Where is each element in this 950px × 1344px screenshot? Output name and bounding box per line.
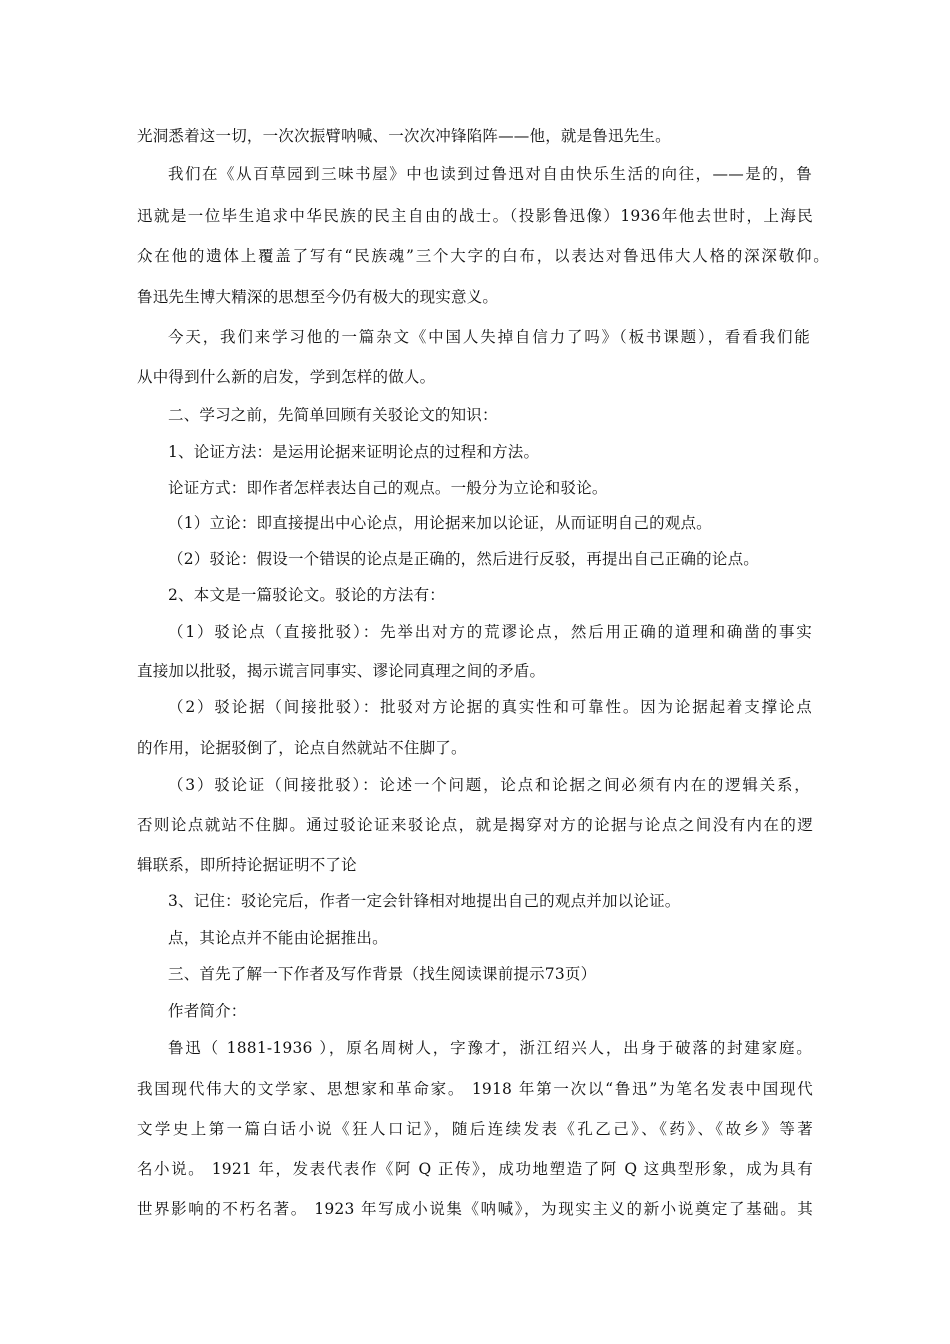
text-line: （2）驳论：假设一个错误的论点是正确的，然后进行反驳，再提出自己正确的论点。 bbox=[168, 550, 759, 568]
text-line: 否则论点就站不住脚。通过驳论证来驳论点，就是揭穿对方的论据与论点之间没有内在的逻 bbox=[137, 816, 813, 834]
section-heading: 二、学习之前，先简单回顾有关驳论文的知识： bbox=[168, 406, 498, 424]
text-line: 1、论证方法：是运用论据来证明论点的过程和方法。 bbox=[168, 443, 540, 461]
text-line: 从中得到什么新的启发，学到怎样的做人。 bbox=[137, 368, 436, 386]
text-line: （3）驳论证（间接批驳）：论述一个问题，论点和论据之间必须有内在的逻辑关系， bbox=[168, 776, 810, 794]
text-line: 直接加以批驳，揭示谎言同事实、谬论同真理之间的矛盾。 bbox=[137, 662, 546, 680]
text-line: 世界影响的不朽名著。 1923 年写成小说集《呐喊》，为现实主义的新小说奠定了基础。其 bbox=[137, 1200, 813, 1218]
text-line: 鲁迅（ 1881-1936 ），原名周树人，字豫才，浙江绍兴人，出身于破落的封建家庭。 bbox=[168, 1039, 812, 1057]
text-line: 点，其论点并不能由论据推出。 bbox=[168, 929, 388, 947]
text-line: 众在他的遗体上覆盖了写有“民族魂”三个大字的白布，以表达对鲁迅伟大人格的深深敬仰。 bbox=[137, 247, 829, 265]
text-line: （1）立论：即直接提出中心论点，用论据来加以论证，从而证明自己的观点。 bbox=[168, 514, 712, 532]
text-line: 辑联系，即所持论据证明不了论 bbox=[137, 856, 357, 874]
text-line: 我们在《从百草园到三味书屋》中也读到过鲁迅对自由快乐生活的向往，——是的，鲁 bbox=[168, 165, 812, 183]
text-line: 文学史上第一篇白话小说《狂人口记》，随后连续发表《孔乙己》、《药》、《故乡》等著 bbox=[137, 1120, 813, 1138]
text-line: 的作用，论据驳倒了，论点自然就站不住脚了。 bbox=[137, 739, 467, 757]
text-line: 迅就是一位毕生追求中华民族的民主自由的战士。（投影鲁迅像）1936年他去世时，上海民 bbox=[137, 207, 813, 225]
text-line: 光洞悉着这一切，一次次振臂呐喊、一次次冲锋陷阵——他，就是鲁迅先生。 bbox=[137, 127, 671, 145]
text-line: 论证方式：即作者怎样表达自己的观点。一般分为立论和驳论。 bbox=[168, 479, 608, 497]
text-line: 我国现代伟大的文学家、思想家和革命家。 1918 年第一次以“鲁迅”为笔名发表中国现代 bbox=[137, 1080, 813, 1098]
text-line: 今天，我们来学习他的一篇杂文《中国人失掉自信力了吗》（板书课题），看看我们能 bbox=[168, 328, 810, 346]
text-line: 作者简介： bbox=[168, 1002, 247, 1020]
text-line: 鲁迅先生博大精深的思想至今仍有极大的现实意义。 bbox=[137, 288, 499, 306]
text-line: 3、记住：驳论完后，作者一定会针锋相对地提出自己的观点并加以论证。 bbox=[168, 892, 681, 910]
text-line: （2）驳论据（间接批驳）：批驳对方论据的真实性和可靠性。因为论据起着支撑论点 bbox=[168, 698, 812, 716]
text-line: 名小说。 1921 年，发表代表作《阿 Q 正传》，成功地塑造了阿 Q 这典型形象，成为具有 bbox=[137, 1160, 813, 1178]
text-line: 2、本文是一篇驳论文。驳论的方法有： bbox=[168, 586, 445, 604]
text-line: （1）驳论点（直接批驳）：先举出对方的荒谬论点，然后用正确的道理和确凿的事实 bbox=[168, 623, 812, 641]
section-heading: 三、首先了解一下作者及写作背景（找生阅读课前提示73页） bbox=[168, 965, 597, 983]
